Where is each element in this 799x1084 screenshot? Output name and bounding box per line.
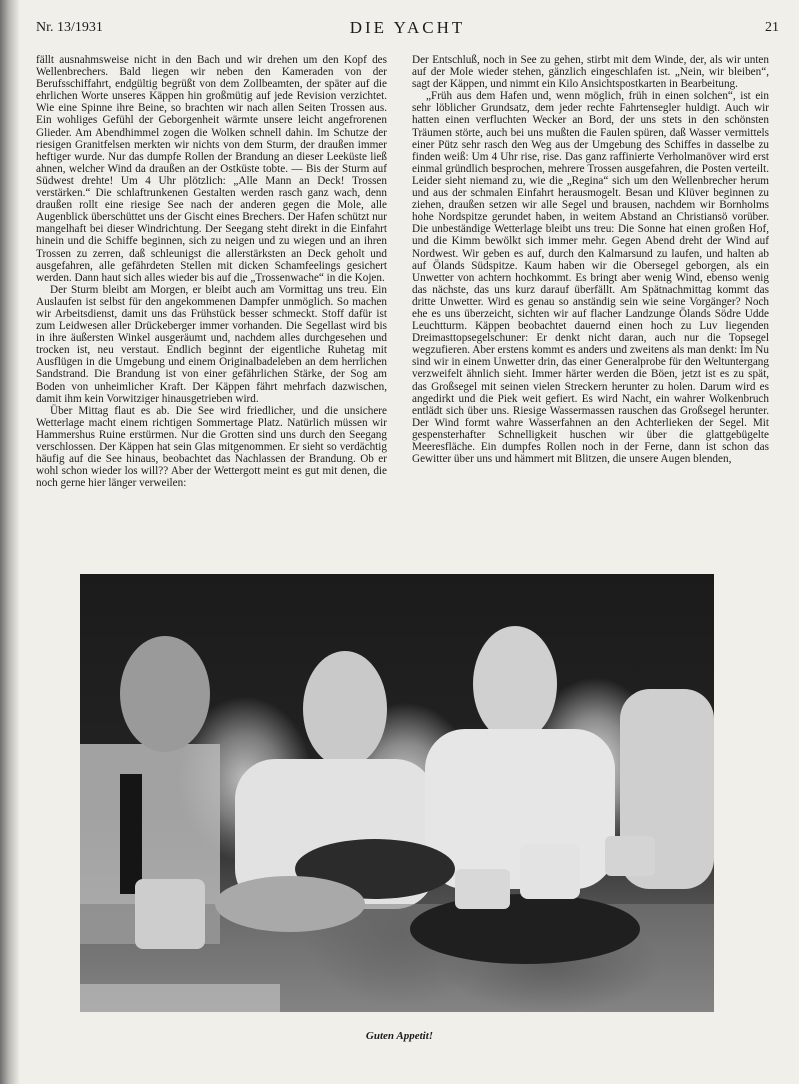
- paragraph: fällt ausnahmsweise nicht in den Bach und wir drehen um den Kopf des Wellenbrechers. Bald liegen wir neben den Kameraden von der Berufsschiffahrt, endgültig begrüßt von dem Zollbeamten, der später auf die ehrlichen Worte unseres Käppen hin großmütig auf jede Revision verzichtet. Wie eine Spinne ihre Beine, so brachten wir nach allen Seiten Trossen aus. Ein wohliges Gefühl der Geborgenheit wärmte unsere leicht angefrorenen Glieder. Am Abendhimmel zogen die Wolken schnell dahin. Im Schutze der riesigen Granitfelsen merkten wir nichts von dem Sturm, der draußen immer heftiger wurde. Nur das dumpfe Rollen der Brandung an dieser Leeküste ließ ahnen, welcher Wind da draußen an der Ostküste tobte. — Bis der Sturm auf Südwest drehte! Um 4 Uhr plötzlich: „Alle Mann an Deck! Trossen verstärken.“ Die schlaftrunkenen Gestalten werden rasch ganz wach, denn draußen rollt eine riesige See nach der anderen gegen die Mole, alle Augenblick überschüttet uns der Gischt eines Brechers. Der Hafen schützt nur mangelhaft bei dieser Windrichtung. Der Seegang steht direkt in die Einfahrt hinein und die Schiffe beginnen, sich zu neigen und zu wiegen und an ihren Trossen zu zerren, daß schleunigst die allerstärksten an Deck geholt und ausgefahren, alle gefährdeten Stellen mit dicken Schamfeelings gesichert werden. Dann haut sich alles wieder bis auf die „Trossenwache“ in die Kojen.: [36, 54, 387, 284]
- breakfast-photo: [80, 574, 714, 1012]
- cup-right: [605, 836, 655, 876]
- photo-illustration: [80, 574, 714, 1012]
- person-left-head: [120, 636, 210, 752]
- photo-caption: Guten Appetit!: [365, 1030, 434, 1042]
- milk-jug: [520, 844, 580, 899]
- person-left-tie: [120, 774, 142, 894]
- binding-shadow: [0, 0, 20, 1084]
- cup-center: [455, 869, 510, 909]
- paragraph: Der Sturm bleibt am Morgen, er bleibt auch am Vormittag uns treu. Ein Auslaufen ist selbst für den angekommenen Dampfer unmöglich. So machen wir Arbeitsdienst, damit uns das Frühstück besser schmeckt. Stoff dafür ist zum Leidwesen aller Drückeberger immer vorhanden. Die Segellast wird bis in ihre äußersten Winkel ausgeräumt und, nachdem alles durchgesehen und trocken ist, neu verstaut. Endlich beginnt der eigentliche Ruhetag mit Ausflügen in die Umgebung und einem Originalbadeleben an dem herrlichen Sandstrand. Die Brandung ist von einer gefährlichen Stärke, der Sog am Boden von unheimlicher Kraft. Der Käppen fährt mehrfach dazwischen, damit ihm kein Vorwitziger hinausgetrieben wird.: [36, 283, 387, 405]
- issue-number: Nr. 13/1931: [36, 20, 103, 35]
- tray: [80, 984, 280, 1012]
- person-center-head: [303, 651, 387, 767]
- paragraph: „Früh aus dem Hafen und, wenn möglich, früh in einen solchen“, ist ein sehr löblicher Grundsatz, dem jeder rechte Fahrtensegler huldigt. Auch wir hatten einen verfluchten Wecker an Bord, der uns stets in den schönsten Träumen störte, auch bei uns mußten die Faulen spüren, daß Wasser vermittels einer Pütz sehr rasch den Weg aus der Umgebung des Schiffes in dasselbe zu finden weiß: Um 4 Uhr rise, rise. Das ganz raffinierte Verholmanöver wird erst einmal gründlich besprochen, mehrere Trossen ausgefahren, die Posten verteilt. Leider sieht niemand zu, wie die „Regina“ sich um den Wellenbrecher herum und aus der schmalen Einfahrt herausmogelt. Besan und Klüver beginnen zu ziehen, draußen setzen wir alle Segel und brausen, nachdem wir Bornholms hohe Nordspitze gerundet haben, in weitem Abstand an Christiansö vorüber. Die unbeständige Wetterlage bleibt uns treu: Die Sonne hat einen großen Hof, und die Kimm bewölkt sich immer mehr. Gegen Abend dreht der Wind auf Nordwest. Wir geben es auf, durch den Kalmarsund zu laufen, und halten ab auf Ölands Südspitze. Kaum haben wir die Obersegel geborgen, als ein Unwetter von achtern hochkommt. Es bringt aber wenig Wind, ebenso wenig das nächste, das uns kurz darauf überfällt. Am Spätnachmittag kommt das dritte Unwetter. Wird es genau so anständig sein wie seine Vorgänger? Noch ehe es uns überzeicht, sichten wir auf flacher Landzunge Ölands Södre Udde Leuchtturm. Käppen beobachtet dauernd einen hoch zu Luv liegenden Dreimasttopsegelschuner: Er denkt nicht daran, auch nur die Topsegel wegzufieren. Aber erstens kommt es anders und zweitens als man denkt: Im Nu sind wir in einem Unwetter drin, das einer Generalprobe für den Weltuntergang verzweifelt ähnlich sieht. Immer härter werden die Böen, jetzt ist es zu spät, das Großsegel mit seinen vielen Streckern herunter zu holen. Darum wird es angedirkt und die Piek weit gefiert. Es wird Nacht, ein wahrer Wolkenbruch entlädt sich über uns. Riesige Wassermassen rauschen das Großsegel herunter. Der Wind formt wahre Wasserfahnen an den Achterlieken der Segel. Mit gespensterhafter Schnelligkeit huschen wir über die glattgebügelte Meeresfläche. Ein dumpfes Rollen noch in der Ferne, dann ist schon das Gewitter über uns und hämmert mit Blitzen, die unsere Augen blenden,: [412, 90, 769, 466]
- paragraph: Über Mittag flaut es ab. Die See wird friedlicher, und die unsichere Wetterlage macht einem richtigen Sommertage Platz. Natürlich müssen wir Hammershus Ruine erstürmen. Nur die Grotten sind uns durch den Seegang verschlossen. Der Käppen hat sein Glas mitgenommen. Er sieht so verdächtig häufig auf die See hinaus, beobachtet das Nachlassen der Brandung. Ob er wohl schon wieder los will?? Aber der Wettergott meint es gut mit denen, die noch gerne hier länger verweilen:: [36, 404, 387, 490]
- big-bowl: [215, 876, 365, 932]
- magazine-title: DIE YACHT: [349, 18, 466, 37]
- cake-plate: [410, 894, 640, 964]
- page-header: [36, 18, 779, 44]
- left-text-column: [36, 54, 387, 554]
- page-number: 21: [765, 20, 779, 35]
- person-right-head: [473, 626, 557, 742]
- paragraph: Der Entschluß, noch in See zu gehen, stirbt mit dem Winde, der, als wir unten auf der Mole wieder stehen, gänzlich eingeschlafen ist. „Nein, wir bleiben“, sagt der Käppen, und nimmt ein Kilo Ansichtspostkarten in Bearbeitung.: [412, 54, 769, 91]
- cup-left: [135, 879, 205, 949]
- right-text-column: [412, 54, 769, 554]
